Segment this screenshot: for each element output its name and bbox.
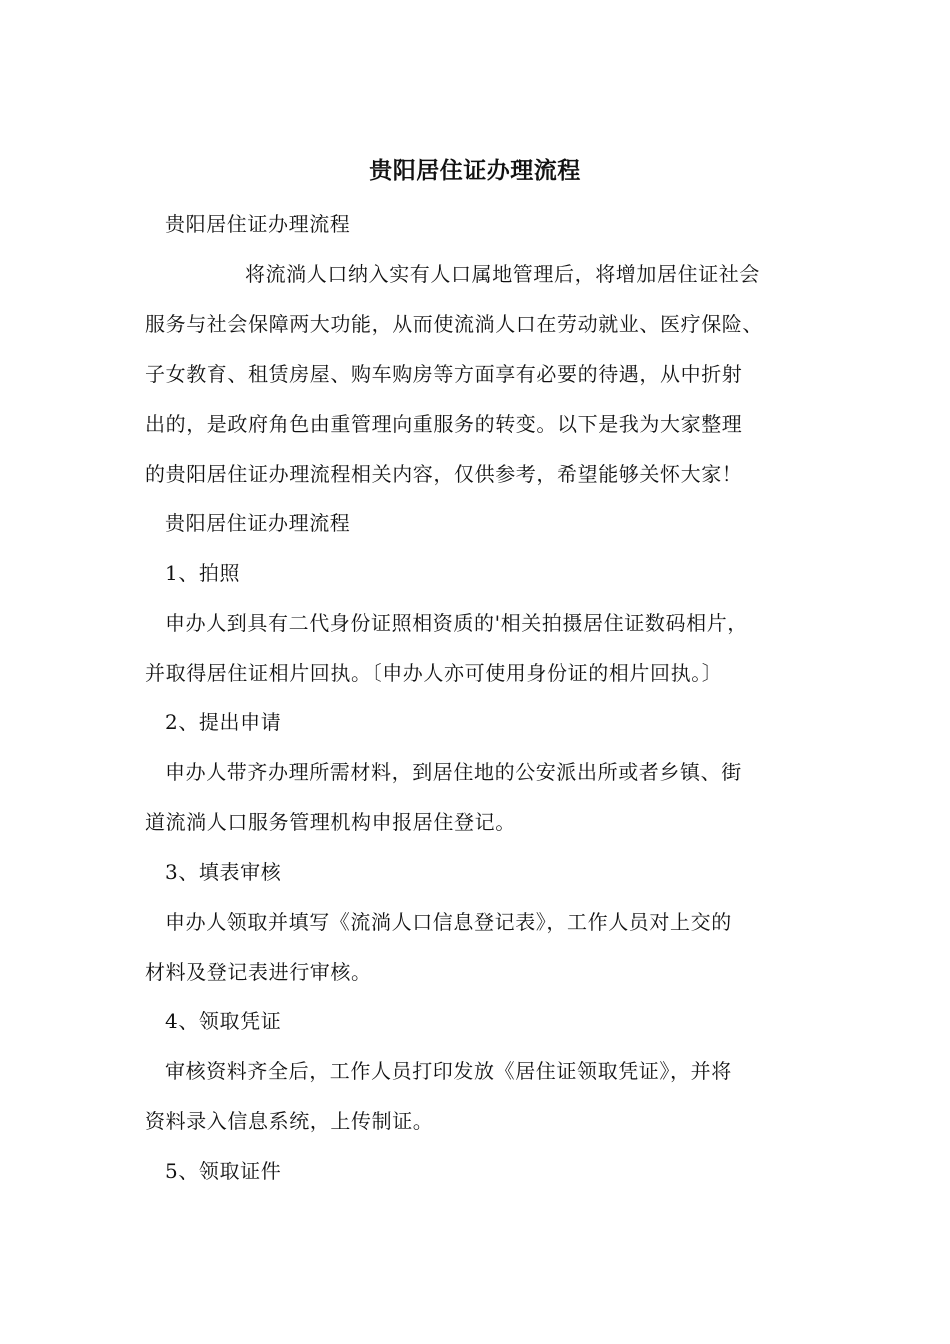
paragraph-line: 的贵阳居住证办理流程相关内容，仅供参考，希望能够关怀大家！ bbox=[145, 462, 743, 486]
step-heading: 2、提出申请 bbox=[165, 710, 282, 734]
document-title: 贵阳居住证办理流程 bbox=[369, 157, 581, 184]
paragraph-line: 子女教育、租赁房屋、购车购房等方面享有必要的待遇，从中折射 bbox=[145, 362, 743, 386]
step-heading: 5、领取证件 bbox=[165, 1159, 282, 1183]
paragraph-line: 申办人带齐办理所需材料，到居住地的公安派出所或者乡镇、街 bbox=[165, 760, 742, 784]
step-heading: 1、拍照 bbox=[165, 561, 241, 585]
paragraph-line: 审核资料齐全后，工作人员打印发放《居住证领取凭证》，并将 bbox=[165, 1059, 732, 1083]
paragraph-line: 出的，是政府角色由重管理向重服务的转变。以下是我为大家整理 bbox=[145, 412, 743, 436]
paragraph-line: 申办人领取并填写《流淌人口信息登记表》，工作人员对上交的 bbox=[165, 910, 732, 934]
step-heading: 3、填表审核 bbox=[165, 860, 282, 884]
paragraph-line: 道流淌人口服务管理机构申报居住登记。 bbox=[145, 810, 516, 834]
paragraph-line: 资料录入信息系统，上传制证。 bbox=[145, 1109, 434, 1133]
paragraph-line: 服务与社会保障两大功能，从而使流淌人口在劳动就业、医疗保险、 bbox=[145, 312, 763, 336]
section-heading: 贵阳居住证办理流程 bbox=[165, 511, 351, 535]
step-heading: 4、领取凭证 bbox=[165, 1009, 282, 1033]
paragraph-line: 材料及登记表进行审核。 bbox=[145, 960, 372, 984]
subtitle-line: 贵阳居住证办理流程 bbox=[165, 212, 351, 236]
paragraph-line: 将流淌人口纳入实有人口属地管理后，将增加居住证社会 bbox=[245, 262, 760, 286]
paragraph-line: 并取得居住证相片回执。〔申办人亦可使用身份证的相片回执。〕 bbox=[145, 661, 723, 685]
paragraph-line: 申办人到具有二代身份证照相资质的'相关拍摄居住证数码相片， bbox=[165, 611, 748, 635]
